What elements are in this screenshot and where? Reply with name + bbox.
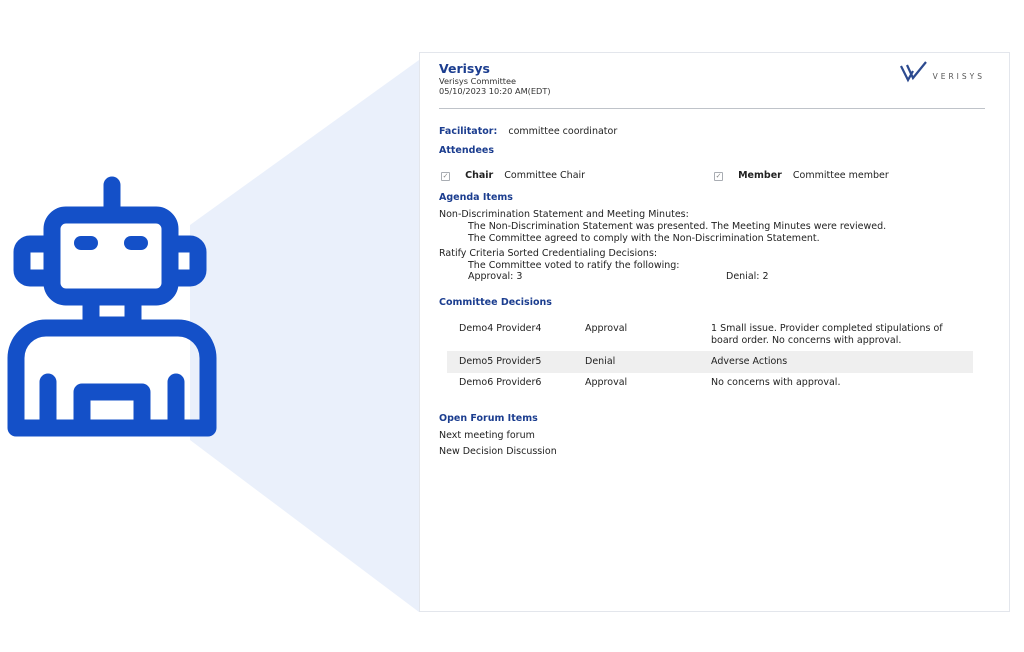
forum-heading: Open Forum Items	[439, 413, 538, 424]
decision-status: Denial	[585, 356, 616, 367]
checkbox-checked-icon: ✓	[715, 172, 722, 180]
decision-provider: Demo6 Provider6	[459, 377, 542, 388]
attendees-heading: Attendees	[439, 145, 494, 156]
decision-note: board order. No concerns with approval.	[711, 335, 902, 346]
denial-count: Denial: 2	[726, 271, 769, 282]
decision-note: No concerns with approval.	[711, 377, 841, 388]
agenda-item-title: Non-Discrimination Statement and Meeting Minutes:	[439, 209, 689, 220]
facilitator-row	[439, 119, 617, 138]
agenda-heading: Agenda Items	[439, 192, 513, 203]
attendee-name: Committee Chair	[504, 170, 586, 181]
attendee-chair	[441, 163, 585, 182]
forum-item: New Decision Discussion	[439, 446, 557, 457]
committee-name: Verisys Committee	[439, 76, 517, 86]
agenda-item-title: Ratify Criteria Sorted Credentialing Decisions:	[439, 248, 658, 259]
attendee-role: Member	[738, 170, 782, 181]
facilitator-label: Facilitator:	[439, 126, 498, 137]
verisys-logo	[899, 61, 985, 83]
document-title: Verisys	[439, 61, 490, 76]
facilitator-value: committee coordinator	[508, 126, 618, 137]
decision-status: Approval	[585, 323, 628, 334]
robot-icon	[0, 170, 230, 450]
decision-status: Approval	[585, 377, 628, 388]
agenda-item-text: The Committee agreed to comply with the Non-Discrimination Statement.	[468, 233, 820, 244]
meeting-minutes-document	[419, 52, 1010, 612]
verisys-logo-icon	[899, 61, 929, 83]
forum-item: Next meeting forum	[439, 430, 535, 441]
decision-note: Adverse Actions	[711, 356, 788, 367]
meeting-datetime: 05/10/2023 10:20 AM(EDT)	[439, 86, 551, 96]
header-divider	[439, 108, 985, 109]
logo-text: VERISYS	[932, 71, 985, 81]
agenda-item-text: The Non-Discrimination Statement was presented. The Meeting Minutes were reviewed.	[468, 221, 887, 232]
decisions-heading: Committee Decisions	[439, 297, 552, 308]
attendee-role: Chair	[465, 170, 494, 181]
attendee-name: Committee member	[792, 170, 889, 181]
decision-note: 1 Small issue. Provider completed stipulations of	[711, 323, 943, 334]
approval-count: Approval: 3	[468, 271, 523, 282]
decision-provider: Demo5 Provider5	[459, 356, 542, 367]
attendee-member	[714, 163, 889, 182]
checkbox-checked-icon: ✓	[442, 172, 449, 180]
agenda-item-text: The Committee voted to ratify the following:	[468, 260, 680, 271]
decision-provider: Demo4 Provider4	[459, 323, 542, 334]
